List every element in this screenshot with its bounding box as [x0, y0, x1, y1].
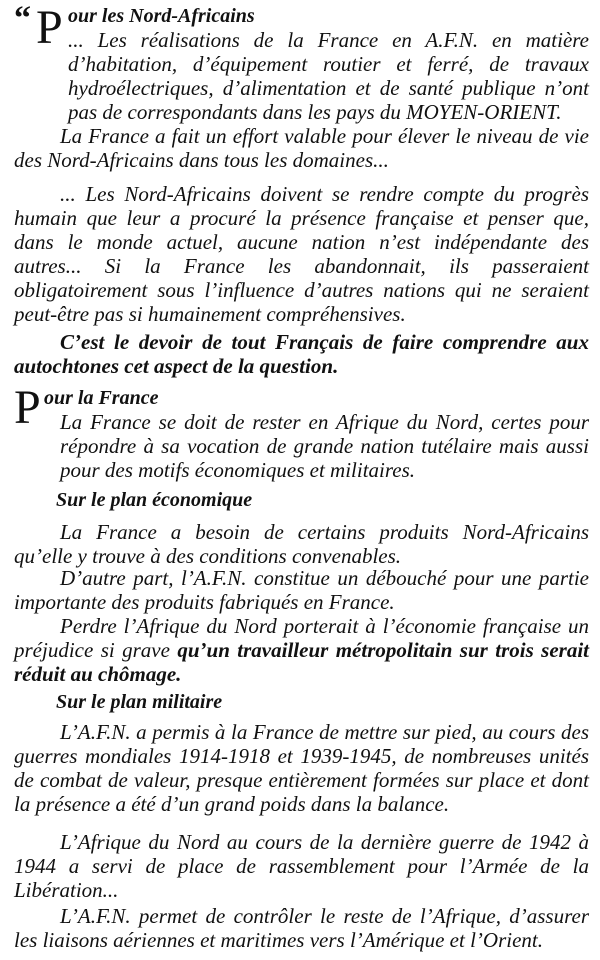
paragraph-liberation: L’Afrique du Nord au cours de la dernière guerre de 1942 à 1944 a servi de place de rassemblement pour l’Armée de la Libération...	[14, 830, 589, 902]
paragraph-progres-humain: ... Les Nord-Africains doivent se rendre compte du progrès humain que leur a procuré la présence française et penser que, dans le monde actuel, aucune nation n’est indépendante des autres... Si la France les abandonnait, ils passeraient obligatoirement sous l’influence d’autres nations qui ne seraient peut-être pas si humainement compréhensives.	[14, 182, 589, 326]
paragraph-produits: La France a besoin de certains produits Nord-Africains qu’elle y trouve à des conditions convenables.	[14, 520, 589, 568]
paragraph-unites-combat: L’A.F.N. a permis à la France de mettre sur pied, au cours des guerres mondiales 1914-1918 et 1939-1945, de nombreuses unités de combat de valeur, presque entièrement formées sur place et dont la présence a été d’un grand poids dans la balance.	[14, 720, 589, 816]
paragraph-controle-afrique: L’A.F.N. permet de contrôler le reste de l’Afrique, d’assurer les liaisons aériennes et maritimes vers l’Amérique et l’Orient.	[14, 904, 589, 952]
drop-cap-section-2: P	[14, 381, 41, 434]
heading-nord-africains: our les Nord-Africains	[68, 5, 255, 27]
heading-plan-economique: Sur le plan économique	[56, 489, 253, 511]
opening-quote-mark: “	[14, 0, 31, 37]
heading-plan-militaire: Sur le plan militaire	[56, 691, 223, 713]
chomage-emphasis: qu’un travailleur métropolitain sur trois serait réduit au chômage.	[14, 638, 589, 686]
paragraph-debouche: D’autre part, l’A.F.N. constitue un débouché pour une partie importante des produits fabriqués en France.	[14, 566, 589, 614]
paragraph-intro-france: La France se doit de rester en Afrique du Nord, certes pour répondre à sa vocation de grande nation tutélaire mais aussi pour des motifs économiques et militaires.	[60, 410, 589, 482]
prejudice-text: Perdre l’Afrique du Nord porterait à l’économie française un préjudice si grave	[14, 614, 589, 662]
paragraph-prejudice	[14, 614, 589, 686]
paragraph-realisations: ... Les réalisations de la France en A.F.N. en matière d’habitation, d’équipement routier et ferré, de travaux hydroélectriques, d’alimentation et de santé publique n’ont pas de correspondants dans les pays du MOYEN-ORIENT.	[68, 28, 589, 124]
drop-cap-section-1: P	[36, 1, 63, 54]
heading-pour-la-france: our la France	[44, 387, 159, 409]
paragraph-devoir: C’est le devoir de tout Français de faire comprendre aux autochtones cet aspect de la question.	[14, 330, 589, 378]
paragraph-effort-valable: La France a fait un effort valable pour élever le niveau de vie des Nord-Africains dans tous les domaines...	[14, 124, 589, 172]
